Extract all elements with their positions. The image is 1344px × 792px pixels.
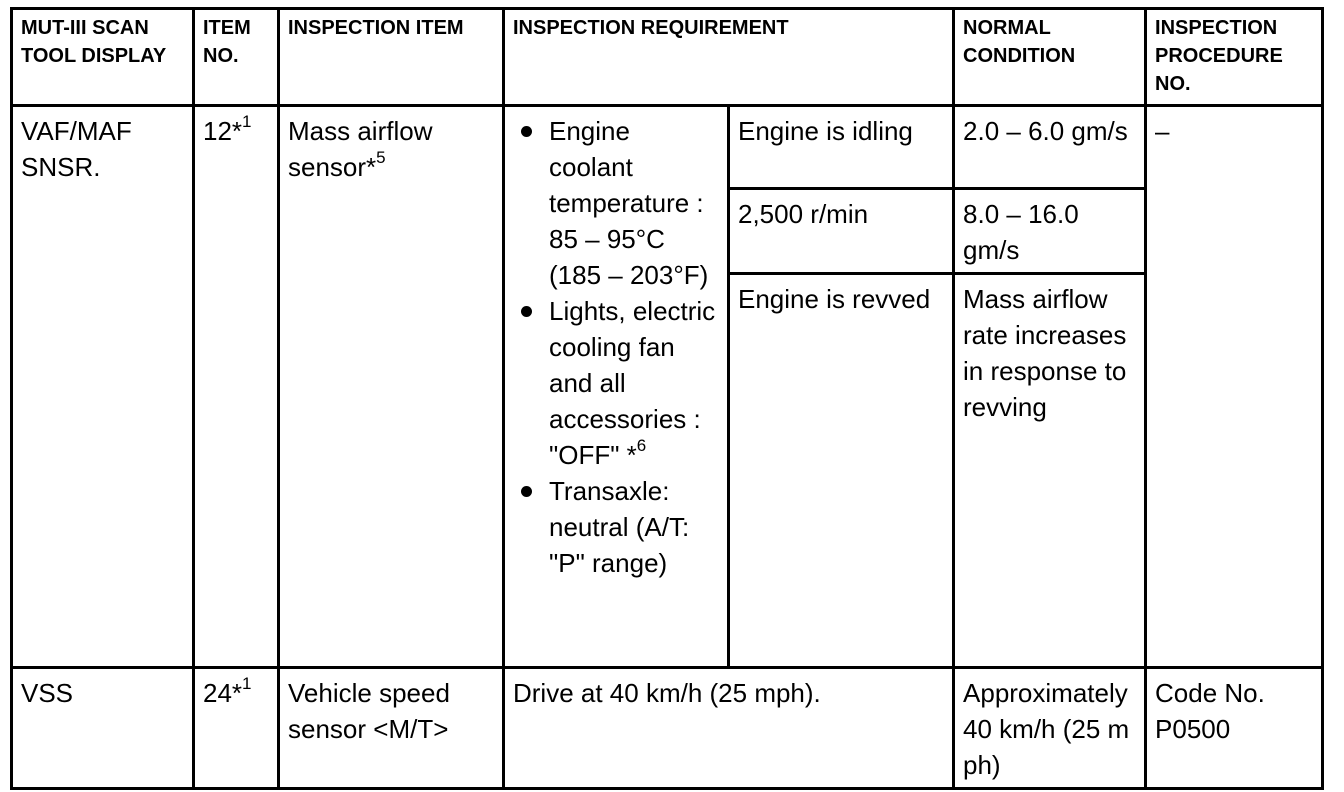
row1-condition-idle: Engine is idling xyxy=(729,106,954,189)
header-item-no: ITEM NO. xyxy=(194,9,279,106)
row1-inspection-item-text: Mass airflow sensor* xyxy=(288,116,433,182)
row2-inspection-item: Vehicle speed sensor <M/T> xyxy=(279,668,504,789)
row1-normal-idle: 2.0 – 6.0 gm/s xyxy=(954,106,1146,189)
header-row xyxy=(12,9,1323,106)
row1-condition-2500: 2,500 r/min xyxy=(729,189,954,274)
header-inspection-requirement: INSPECTION REQUIREMENT xyxy=(504,9,954,106)
row1-inspection-item xyxy=(279,106,504,668)
inspection-table xyxy=(10,7,1324,790)
row1-condition-revved: Engine is revved xyxy=(729,274,954,668)
row2-item-no-text: 24* xyxy=(203,678,243,708)
list-item xyxy=(509,473,721,581)
row2-display: VSS xyxy=(12,668,194,789)
table-row xyxy=(12,106,1323,189)
row1-item-no-footnote: 1 xyxy=(242,112,252,132)
requirement-list xyxy=(509,113,721,581)
requirement-text: Lights, electric cooling fan and all accessories : "OFF" * xyxy=(549,296,716,470)
row2-normal: Approximately 40 km/h (25 mph) xyxy=(954,668,1146,789)
row2-requirement: Drive at 40 km/h (25 mph). xyxy=(504,668,954,789)
header-normal-condition: NORMAL CONDITION xyxy=(954,9,1146,106)
list-item xyxy=(509,113,721,293)
requirement-text: Engine coolant temperature : 85 – 95°C (185 – 203°F) xyxy=(549,116,709,290)
requirement-text: Transaxle: neutral (A/T: "P" range) xyxy=(549,476,690,578)
requirement-footnote: 6 xyxy=(636,436,647,456)
header-procedure-no: INSPECTION PROCEDURE NO. xyxy=(1146,9,1323,106)
row2-item-no xyxy=(194,668,279,789)
row2-item-no-footnote: 1 xyxy=(242,674,252,694)
bullet-icon xyxy=(521,126,532,137)
bullet-icon xyxy=(521,486,532,497)
row2-procedure-no: Code No. P0500 xyxy=(1146,668,1323,789)
row1-normal-2500: 8.0 – 16.0 gm/s xyxy=(954,189,1146,274)
bullet-icon xyxy=(521,306,532,317)
row1-item-no xyxy=(194,106,279,668)
header-scan-tool-display: MUT-III SCAN TOOL DISPLAY xyxy=(12,9,194,106)
row1-inspection-item-footnote: 5 xyxy=(376,148,386,168)
row1-item-no-text: 12* xyxy=(203,116,243,146)
row1-requirements xyxy=(504,106,729,668)
row1-normal-revved: Mass airflow rate increases in response to revving xyxy=(954,274,1146,668)
row1-display: VAF/MAF SNSR. xyxy=(12,106,194,668)
header-inspection-item: INSPECTION ITEM xyxy=(279,9,504,106)
list-item xyxy=(509,293,721,473)
row1-procedure-no: – xyxy=(1146,106,1323,668)
table-row xyxy=(12,668,1323,789)
